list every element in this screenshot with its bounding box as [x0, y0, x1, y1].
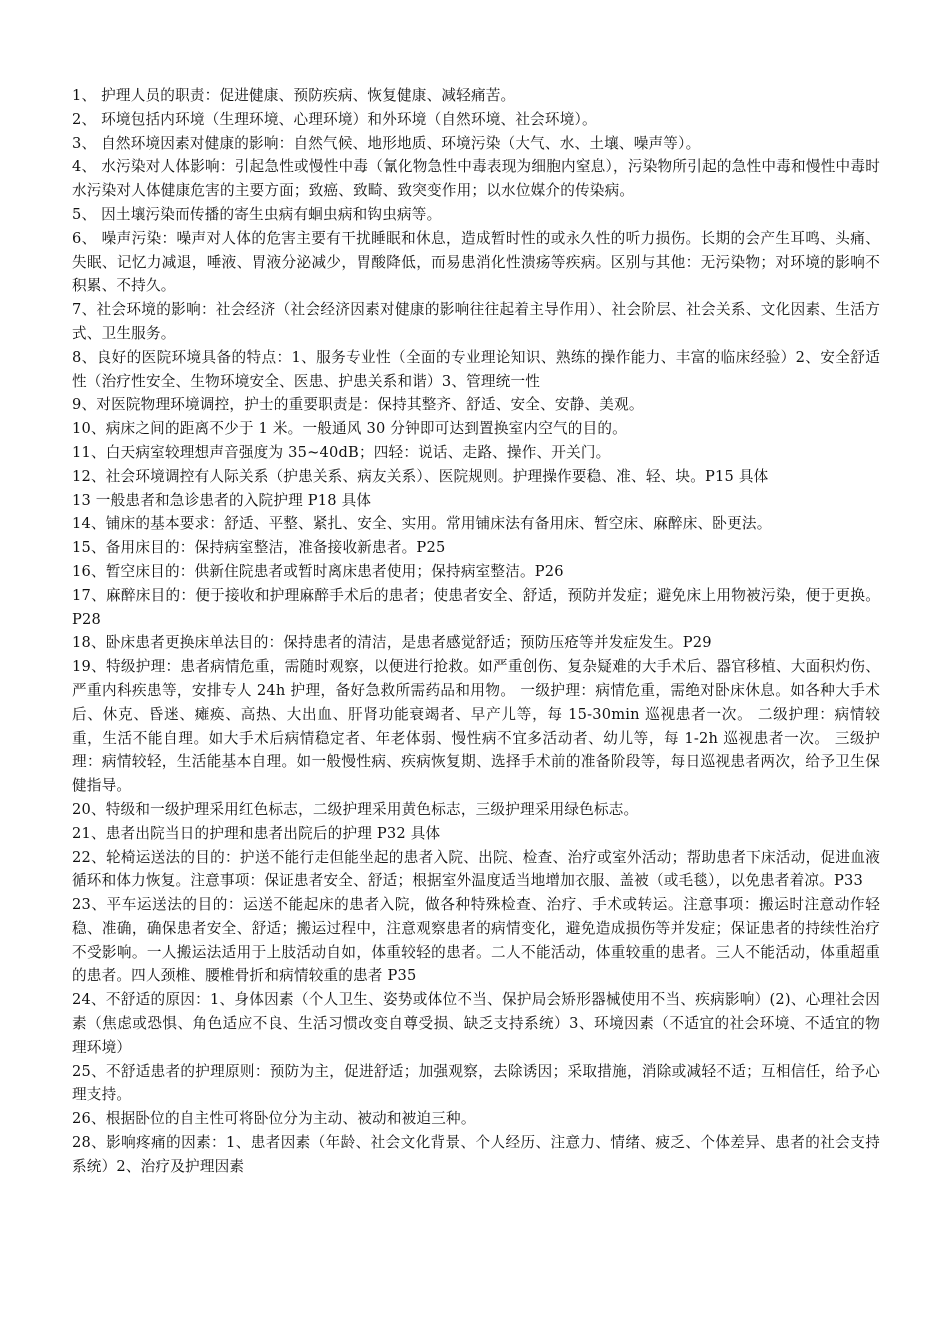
paragraph-3: 3、 自然环境因素对健康的影响：自然气候、地形地质、环境污染（大气、水、土壤、噪声等）。 [72, 134, 701, 152]
paragraph-4: 4、 水污染对人体影响：引起急性或慢性中毒（氰化物急性中毒表现为细胞内窒息），污染物所引起的急性中毒和慢性中毒时水污染对人体健康危害的主要方面；致癌、致畸、致突变作用；以水位媒介的传染病。 [72, 158, 880, 200]
paragraph-23: 23、平车运送法的目的：运送不能起床的患者入院，做各种特殊检查、治疗、手术或转运。注意事项：搬运时注意动作轻稳、准确，确保患者安全、舒适；搬运过程中，注意观察患者的病情变化，避免造成损伤等并发症；保证患者的持续性治疗不受影响。一人搬运法适用于上肢活动自如，体重较轻的患者。二人不能活动，体重较重的患者。三人不能活动，体重超重的患者。四人颈椎、腰椎骨折和病情较重的患者 P35 [72, 896, 880, 985]
paragraph-7: 7、社会环境的影响：社会经济（社会经济因素对健康的影响往往起着主导作用）、社会阶层、社会关系、文化因素、生活方式、卫生服务。 [72, 301, 880, 342]
paragraph-8: 8、良好的医院环境具备的特点：1、服务专业性（全面的专业理论知识、熟练的操作能力、丰富的临床经验）2、安全舒适性（治疗性安全、生物环境安全、医患、护患关系和谐）3、管理统一性 [72, 348, 880, 390]
paragraph-9: 9、对医院物理环境调控，护士的重要职责是：保持其整齐、舒适、安全、安静、美观。 [72, 396, 644, 414]
document-page [72, 84, 880, 1179]
paragraph-24: 24、不舒适的原因：1、身体因素（个人卫生、姿势或体位不当、保护局会矫形器械使用不当、疾病影响）(2)、心理社会因素（焦虑或恐惧、角色适应不良、生活习惯改变自尊受损、缺乏支持系统）3、环境因素（不适宜的社会环境、不适宜的物理环境） [72, 991, 880, 1056]
paragraph-14: 14、铺床的基本要求：舒适、平整、紧扎、安全、实用。常用铺床法有备用床、暂空床、麻醉床、卧更法。 [72, 515, 772, 533]
paragraph-16: 16、暂空床目的：供新住院患者或暂时离床患者使用；保持病室整洁。P26 [72, 562, 564, 580]
paragraph-6: 6、 噪声污染：噪声对人体的危害主要有干扰睡眠和休息，造成暂时性的或永久性的听力损伤。长期的会产生耳鸣、头痛、失眠、记忆力减退，唾液、胃液分泌减少，胃酸降低，而易患消化性溃疡等疾病。区别与其他：无污染物；对环境的影响不积累、不持久。 [72, 229, 880, 295]
paragraph-17: 17、麻醉床目的：便于接收和护理麻醉手术后的患者；使患者安全、舒适，预防并发症；避免床上用物被污染，便于更换。P28 [72, 586, 880, 628]
paragraph-13: 13 一般患者和急诊患者的入院护理 P18 具体 [72, 491, 372, 509]
paragraph-22: 22、轮椅运送法的目的：护送不能行走但能坐起的患者入院、出院、检查、治疗或室外活动；帮助患者下床活动，促进血液循环和体力恢复。注意事项：保证患者安全、舒适；根据室外温度适当地增加衣服、盖被（或毛毯），以免患者着凉。P33 [72, 848, 880, 890]
paragraph-15: 15、备用床目的：保持病室整洁，准备接收新患者。P25 [72, 539, 446, 557]
paragraph-11: 11、白天病室较理想声音强度为 35~40dB；四轻：说话、走路、操作、开关门。 [72, 443, 611, 461]
paragraph-25: 25、不舒适患者的护理原则：预防为主，促进舒适；加强观察，去除诱因；采取措施，消除或减轻不适；互相信任，给予心理支持。 [72, 1062, 880, 1104]
paragraph-12: 12、社会环境调控有人际关系（护患关系、病友关系）、医院规则。护理操作要稳、准、轻、块。P15 具体 [72, 467, 769, 485]
paragraph-18: 18、卧床患者更换床单法目的：保持患者的清洁，是患者感觉舒适；预防压疮等并发症发生。P29 [72, 634, 712, 652]
paragraph-2: 2、 环境包括内环境（生理环境、心理环境）和外环境（自然环境、社会环境）。 [72, 110, 597, 128]
paragraph-19: 19、特级护理：患者病情危重，需随时观察，以便进行抢救。如严重创伤、复杂疑难的大手术后、器官移植、大面积灼伤、严重内科疾患等，安排专人 24h 护理，备好急救所需药品和用物。 一级护理：病情危重，需绝对卧床休息。如各种大手术后、休克、昏迷、瘫痪、高热、大出血、肝肾功能衰竭者、早产儿等，每 15-30min 巡视患者一次。 二级护理：病情较重，生活不能自理。如大手术后病情稳定者、年老体弱、慢性病不宜多活动者、幼儿等，每 1-2h 巡视患者一次。 三级护理：病情较轻，生活能基本自理。如一般慢性病、疾病恢复期、选择手术前的准备阶段等，每日巡视患者两次，给予卫生保健指导。 [72, 658, 880, 795]
paragraph-26: 26、根据卧位的自主性可将卧位分为主动、被动和被迫三种。 [72, 1110, 476, 1128]
paragraph-21: 21、患者出院当日的护理和患者出院后的护理 P32 具体 [72, 824, 441, 842]
paragraph-28: 28、影响疼痛的因素：1、患者因素（年龄、社会文化背景、个人经历、注意力、情绪、疲乏、个体差异、患者的社会支持系统）2、治疗及护理因素 [72, 1134, 880, 1175]
paragraph-1: 1、 护理人员的职责：促进健康、预防疾病、恢复健康、减轻痛苦。 [72, 87, 516, 104]
paragraph-5: 5、 因土壤污染而传播的寄生虫病有蛔虫病和钩虫病等。 [72, 205, 442, 223]
paragraph-10: 10、病床之间的距离不少于 1 米。一般通风 30 分钟即可达到置换室内空气的目的。 [72, 420, 627, 438]
paragraph-20: 20、特级和一级护理采用红色标志，二级护理采用黄色标志，三级护理采用绿色标志。 [72, 800, 639, 818]
